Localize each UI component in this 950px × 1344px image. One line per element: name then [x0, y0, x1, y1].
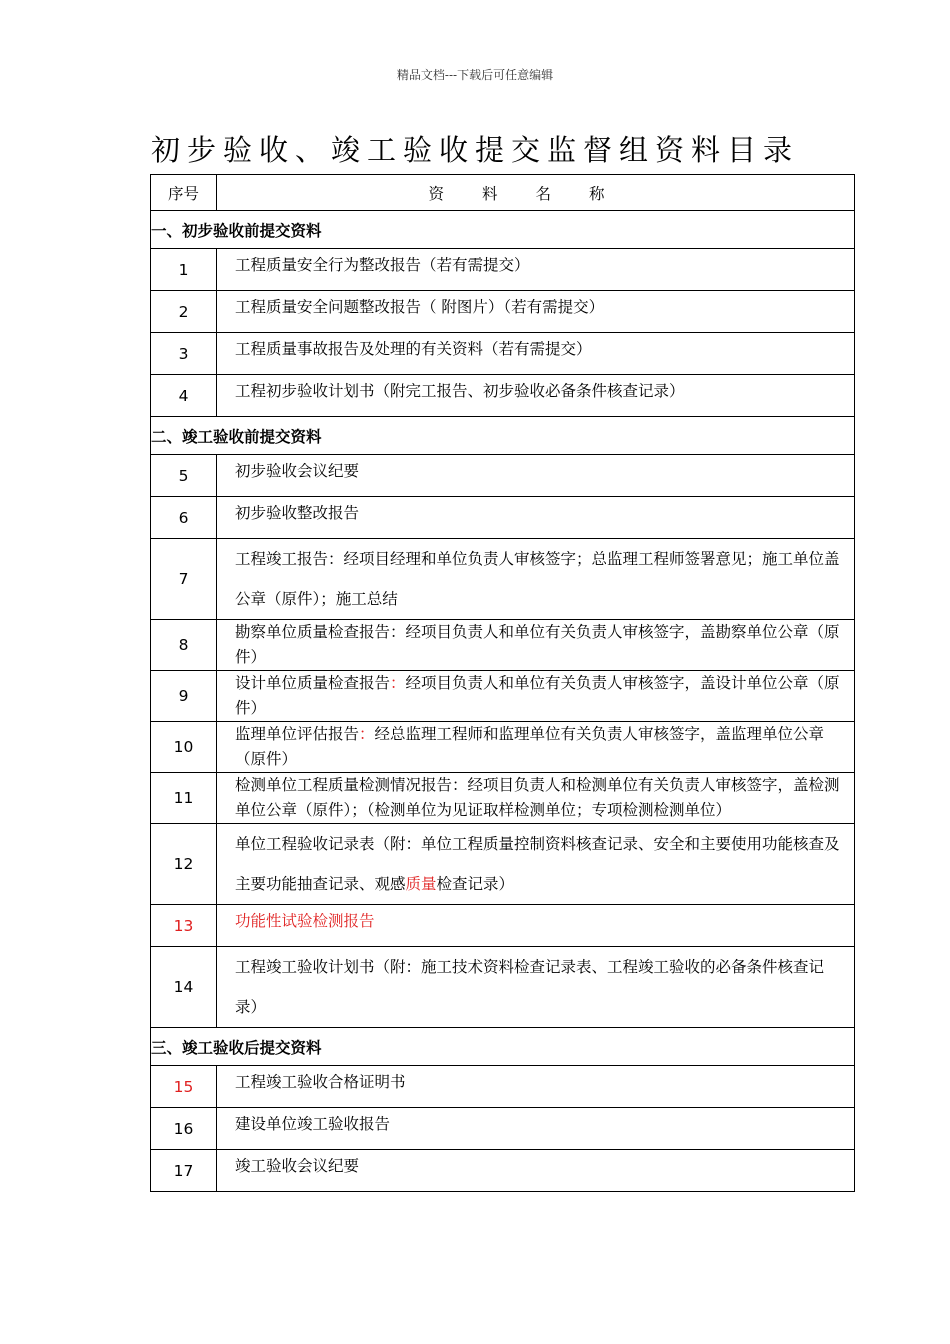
table-row	[151, 455, 855, 497]
row-text: 工程竣工验收合格证明书	[217, 1066, 855, 1108]
row-text-highlight: ：	[359, 725, 375, 743]
table-row	[151, 824, 855, 905]
row-num: 8	[151, 620, 217, 671]
row-text-highlight: 质量	[405, 875, 437, 893]
row-num: 10	[151, 722, 217, 773]
catalog-table	[150, 174, 855, 1192]
row-text: 工程初步验收计划书（附完工报告、初步验收必备条件核查记录）	[217, 375, 855, 417]
row-text: 工程质量安全问题整改报告（ 附图片）（若有需提交）	[217, 291, 855, 333]
row-text-part: 经总监理工程师和监理单位有关负责人审核签字，盖监理单位公章（原件）	[235, 725, 825, 768]
table-row	[151, 539, 855, 620]
section-heading: 三、竣工验收后提交资料	[151, 1028, 855, 1066]
table-header-row	[151, 175, 855, 211]
row-num: 1	[151, 249, 217, 291]
row-text	[217, 722, 855, 773]
table-row	[151, 1108, 855, 1150]
header-name: 资料名称	[217, 175, 855, 211]
header-note: 精品文档---下载后可任意编辑	[396, 68, 554, 82]
row-num: 17	[151, 1150, 217, 1192]
row-text: 工程质量安全行为整改报告（若有需提交）	[217, 249, 855, 291]
row-num: 9	[151, 671, 217, 722]
row-text-part: 单位工程验收记录表（附：单位工程质量控制资料核查记录、安全和主要使用功能核查及主要功能抽查记录、观感	[235, 835, 840, 893]
row-text: 初步验收会议纪要	[217, 455, 855, 497]
document-title: 初步验收、竣工验收提交监督组资料目录	[150, 133, 799, 167]
row-text: 竣工验收会议纪要	[217, 1150, 855, 1192]
row-text-part: 设计单位质量检查报告	[235, 674, 391, 692]
row-text	[217, 824, 855, 905]
row-text: 建设单位竣工验收报告	[217, 1108, 855, 1150]
table-row	[151, 1150, 855, 1192]
row-text: 工程竣工报告：经项目经理和单位负责人审核签字；总监理工程师签署意见；施工单位盖公章（原件）；施工总结	[217, 539, 855, 620]
row-num: 3	[151, 333, 217, 375]
table-row	[151, 497, 855, 539]
row-text-highlight: ：	[390, 674, 406, 692]
section-heading-row	[151, 1028, 855, 1066]
row-num: 16	[151, 1108, 217, 1150]
table-row	[151, 249, 855, 291]
row-num: 2	[151, 291, 217, 333]
table-row	[151, 1066, 855, 1108]
row-text-part: 经项目负责人和单位有关负责人审核签字，盖设计单位公章（原件）	[235, 674, 840, 717]
row-num: 6	[151, 497, 217, 539]
table-row	[151, 291, 855, 333]
row-num: 5	[151, 455, 217, 497]
table-row	[151, 620, 855, 671]
header-num: 序号	[151, 175, 217, 211]
table-row	[151, 722, 855, 773]
row-num: 11	[151, 773, 217, 824]
row-num: 12	[151, 824, 217, 905]
row-text: 工程质量事故报告及处理的有关资料（若有需提交）	[217, 333, 855, 375]
row-num: 15	[151, 1066, 217, 1108]
table-row	[151, 773, 855, 824]
row-text: 功能性试验检测报告	[217, 905, 855, 947]
table-row	[151, 333, 855, 375]
table-row	[151, 947, 855, 1028]
row-text-part: 检查记录）	[436, 875, 515, 893]
table-row	[151, 905, 855, 947]
row-text: 检测单位工程质量检测情况报告：经项目负责人和检测单位有关负责人审核签字，盖检测单位公章（原件）；（检测单位为见证取样检测单位；专项检测检测单位）	[217, 773, 855, 824]
row-text: 初步验收整改报告	[217, 497, 855, 539]
section-heading-row	[151, 211, 855, 249]
row-num: 13	[151, 905, 217, 947]
row-text: 工程竣工验收计划书（附：施工技术资料检查记录表、工程竣工验收的必备条件核查记录）	[217, 947, 855, 1028]
row-text-part: 监理单位评估报告	[235, 725, 360, 743]
table-row	[151, 375, 855, 417]
row-num: 14	[151, 947, 217, 1028]
section-heading: 二、竣工验收前提交资料	[151, 417, 855, 455]
section-heading-row	[151, 417, 855, 455]
row-text: 勘察单位质量检查报告：经项目负责人和单位有关负责人审核签字，盖勘察单位公章（原件）	[217, 620, 855, 671]
row-num: 4	[151, 375, 217, 417]
table-row	[151, 671, 855, 722]
row-text	[217, 671, 855, 722]
section-heading: 一、初步验收前提交资料	[151, 211, 855, 249]
row-num: 7	[151, 539, 217, 620]
